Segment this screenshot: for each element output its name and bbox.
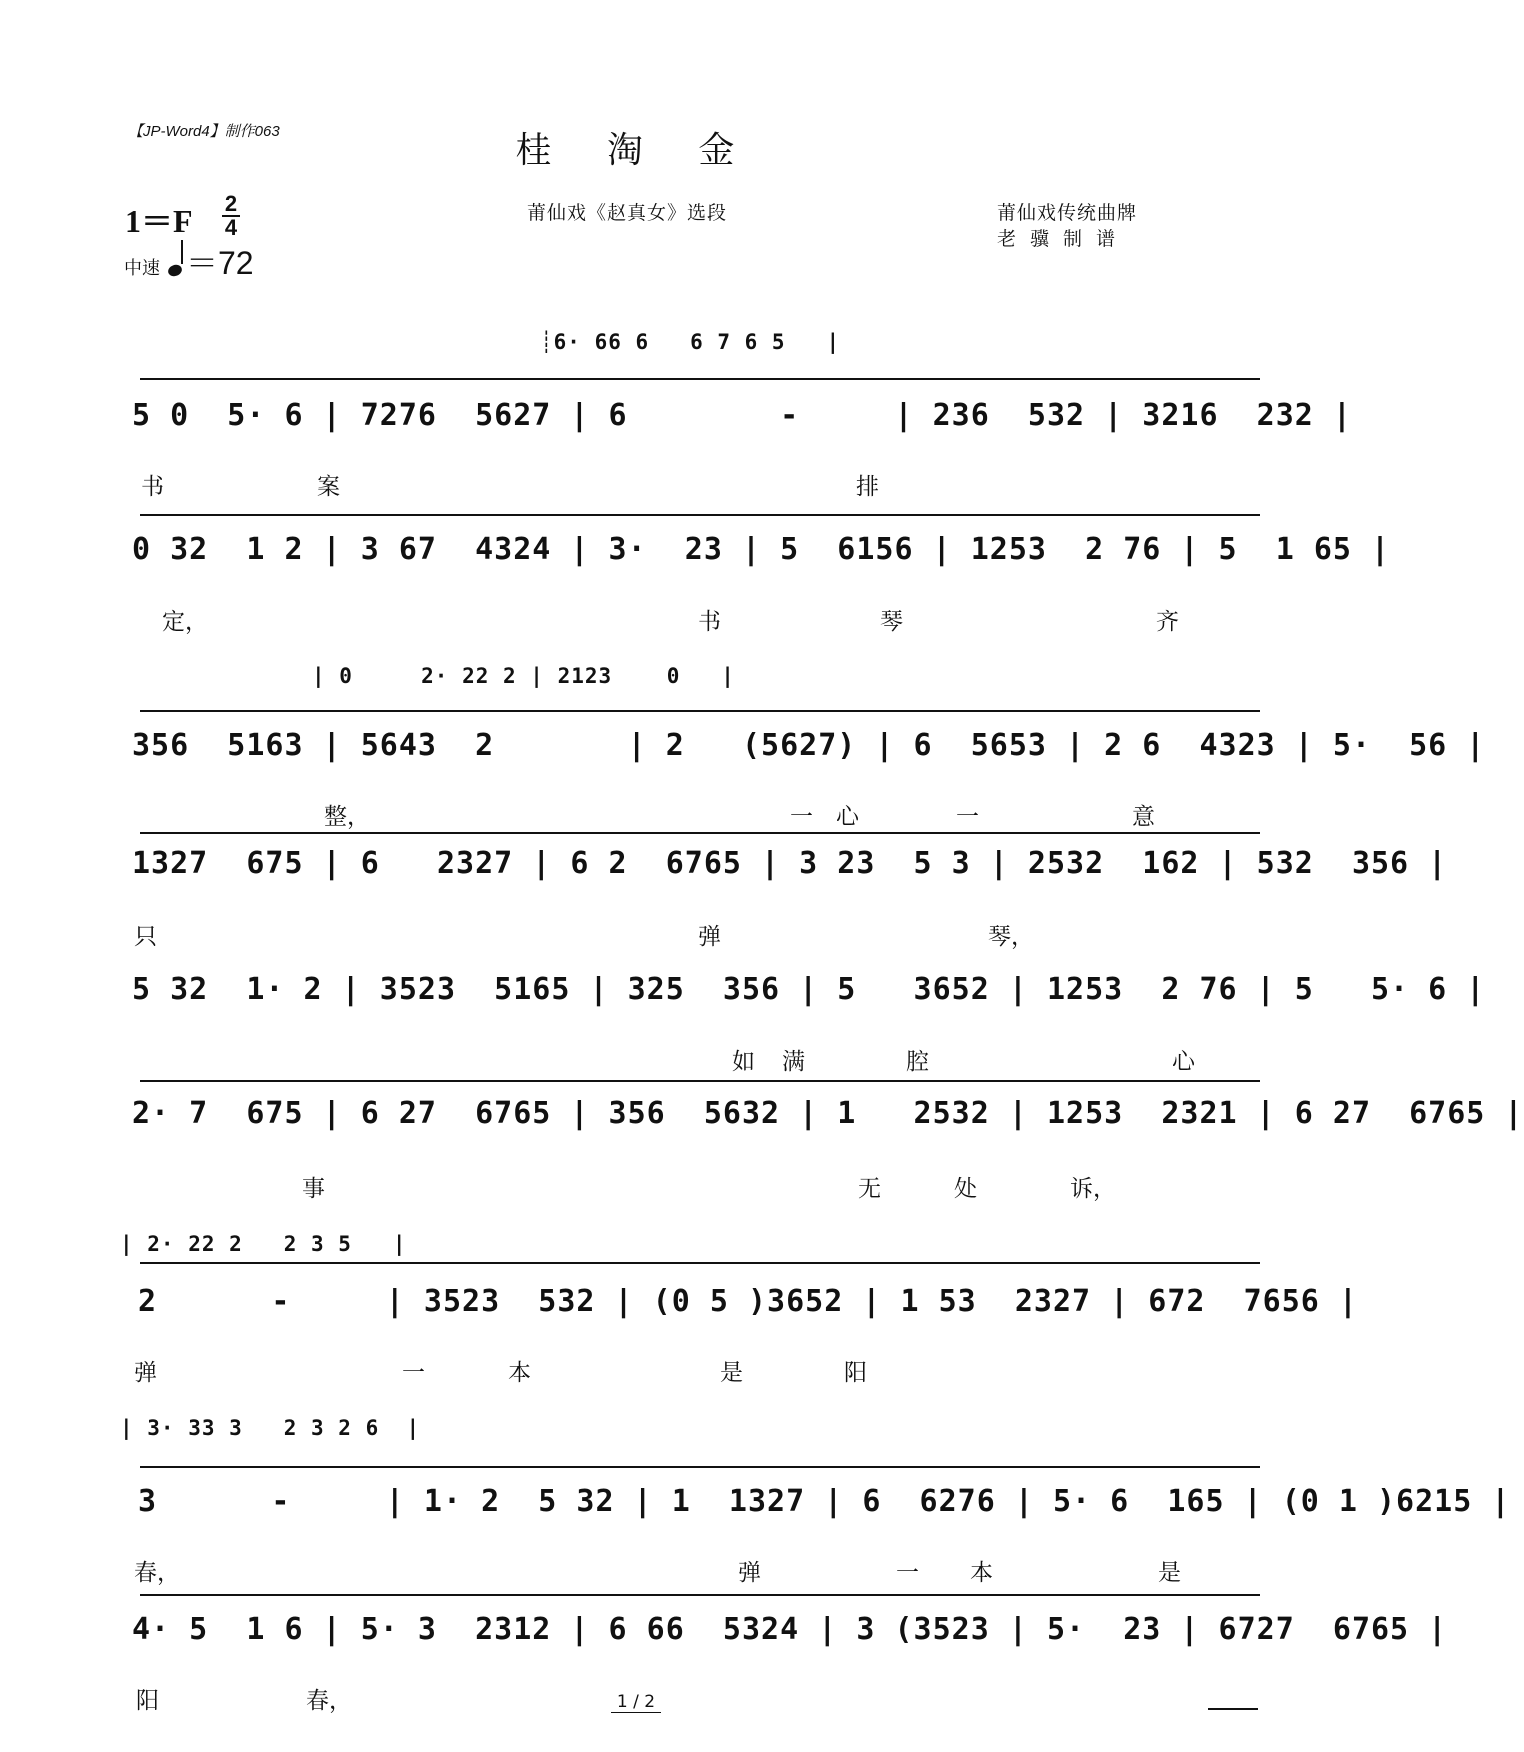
lyric: 一 (402, 1360, 425, 1386)
lyric: 齐 (1156, 609, 1179, 635)
slur-line (140, 378, 1260, 380)
lyric: 弹 (134, 1360, 157, 1386)
lyric: 无 (858, 1176, 881, 1202)
author-line-1: 莆仙戏传统曲牌 (997, 202, 1138, 224)
notation-line-9: 4· 5 1 6 | 5· 3 2312 | 6 66 5324 | 3 (3523 | 5· 23 | 6727 6765 | (132, 1612, 1448, 1647)
slur-line (140, 514, 1260, 516)
lyric: 腔 (906, 1049, 929, 1075)
lyric: 春， (306, 1688, 352, 1714)
slur-line (140, 832, 1260, 834)
lyric: 是 (720, 1360, 743, 1386)
notation-line-4: 1327 675 | 6 2327 | 6 2 6765 | 3 23 5 3 | 2532 162 | 532 356 | (132, 846, 1448, 881)
lyric: 阳 (136, 1688, 159, 1714)
lyric: 案 (317, 474, 340, 500)
lyric: 是 (1158, 1560, 1181, 1586)
notation-line-3: 356 5163 | 5643 2 | 2 (5627) | 6 5653 | 2 6 4323 | 5· 56 | (132, 728, 1486, 763)
ossia-staff-4: | 3· 33 3 2 3 2 6 | (120, 1416, 421, 1440)
notation-line-7: 2 - | 3523 532 | (0 5 )3652 | 1 53 2327 | 672 7656 | (138, 1284, 1358, 1319)
slur-line (140, 1594, 1260, 1596)
tempo-value: ＝72 (186, 245, 254, 281)
lyric: 只 (134, 924, 157, 950)
note-stem-icon (181, 240, 183, 264)
lyric: 如 (732, 1049, 755, 1075)
maker-credit: 【JP-Word4】制作063 (128, 123, 280, 140)
lyric: 琴， (988, 924, 1034, 950)
lyric: 心 (1172, 1049, 1195, 1075)
lyric: 一 (790, 804, 813, 830)
lyric: 阳 (844, 1360, 867, 1386)
time-signature-bottom: 4 (224, 215, 238, 240)
lyric: 整， (324, 804, 370, 830)
time-signature-top: 2 (224, 191, 238, 216)
subtitle: 莆仙戏《赵真女》选段 (527, 202, 728, 224)
ossia-staff-1: ┊6· 66 6 6 7 6 5 | (540, 330, 841, 354)
ossia-staff-2: | 0 2· 22 2 | 2123 0 | (312, 664, 735, 688)
lyric: 琴 (880, 609, 903, 635)
tempo-word: 中速 (124, 258, 160, 279)
slur-line (140, 1466, 1260, 1468)
quarter-note-icon (167, 263, 184, 278)
lyric: 处 (954, 1176, 977, 1202)
notation-line-1: 5 0 5· 6 | 7276 5627 | 6 - | 236 532 | 3216 232 | (132, 398, 1352, 433)
lyric: 事 (302, 1176, 325, 1202)
notation-line-6: 2· 7 675 | 6 27 6765 | 356 5632 | 1 2532 | 1253 2321 | 6 27 6765 | (132, 1096, 1524, 1131)
lyric: 春， (134, 1560, 180, 1586)
lyric: 排 (856, 474, 879, 500)
lyric: 书 (141, 474, 164, 500)
lyric: 本 (970, 1560, 993, 1586)
lyric: 一 (896, 1560, 919, 1586)
lyric: 诉， (1070, 1176, 1116, 1202)
tempo-marking (124, 238, 254, 284)
time-signature (220, 193, 242, 239)
lyric: 本 (508, 1360, 531, 1386)
page-number: 1 / 2 (0, 1692, 1272, 1712)
slur-line (140, 1080, 1260, 1082)
lyric: 意 (1132, 804, 1155, 830)
lyric: 弹 (738, 1560, 761, 1586)
lyric: 满 (782, 1049, 805, 1075)
notation-line-2: 0 32 1 2 | 3 67 4324 | 3· 23 | 5 6156 | 1253 2 76 | 5 1 65 | (132, 532, 1391, 567)
slur-line (140, 1262, 1260, 1264)
notation-line-5: 5 32 1· 2 | 3523 5165 | 325 356 | 5 3652 | 1253 2 76 | 5 5· 6 | (132, 972, 1486, 1007)
lyric: 书 (698, 609, 721, 635)
ossia-staff-3: | 2· 22 2 2 3 5 | (120, 1232, 407, 1256)
lyric: 一 (956, 804, 979, 830)
notation-line-8: 3 - | 1· 2 5 32 | 1 1327 | 6 6276 | 5· 6 165 | (0 1 )6215 | (138, 1484, 1511, 1519)
lyric: 弹 (698, 924, 721, 950)
slur-line (140, 710, 1260, 712)
lyric: 定， (162, 609, 208, 635)
author-line-2: 老骥制谱 (997, 228, 1130, 250)
page-title: 桂 淘 金 (515, 130, 757, 171)
lyric: 心 (836, 804, 859, 830)
key-signature: 1＝F (125, 203, 193, 239)
